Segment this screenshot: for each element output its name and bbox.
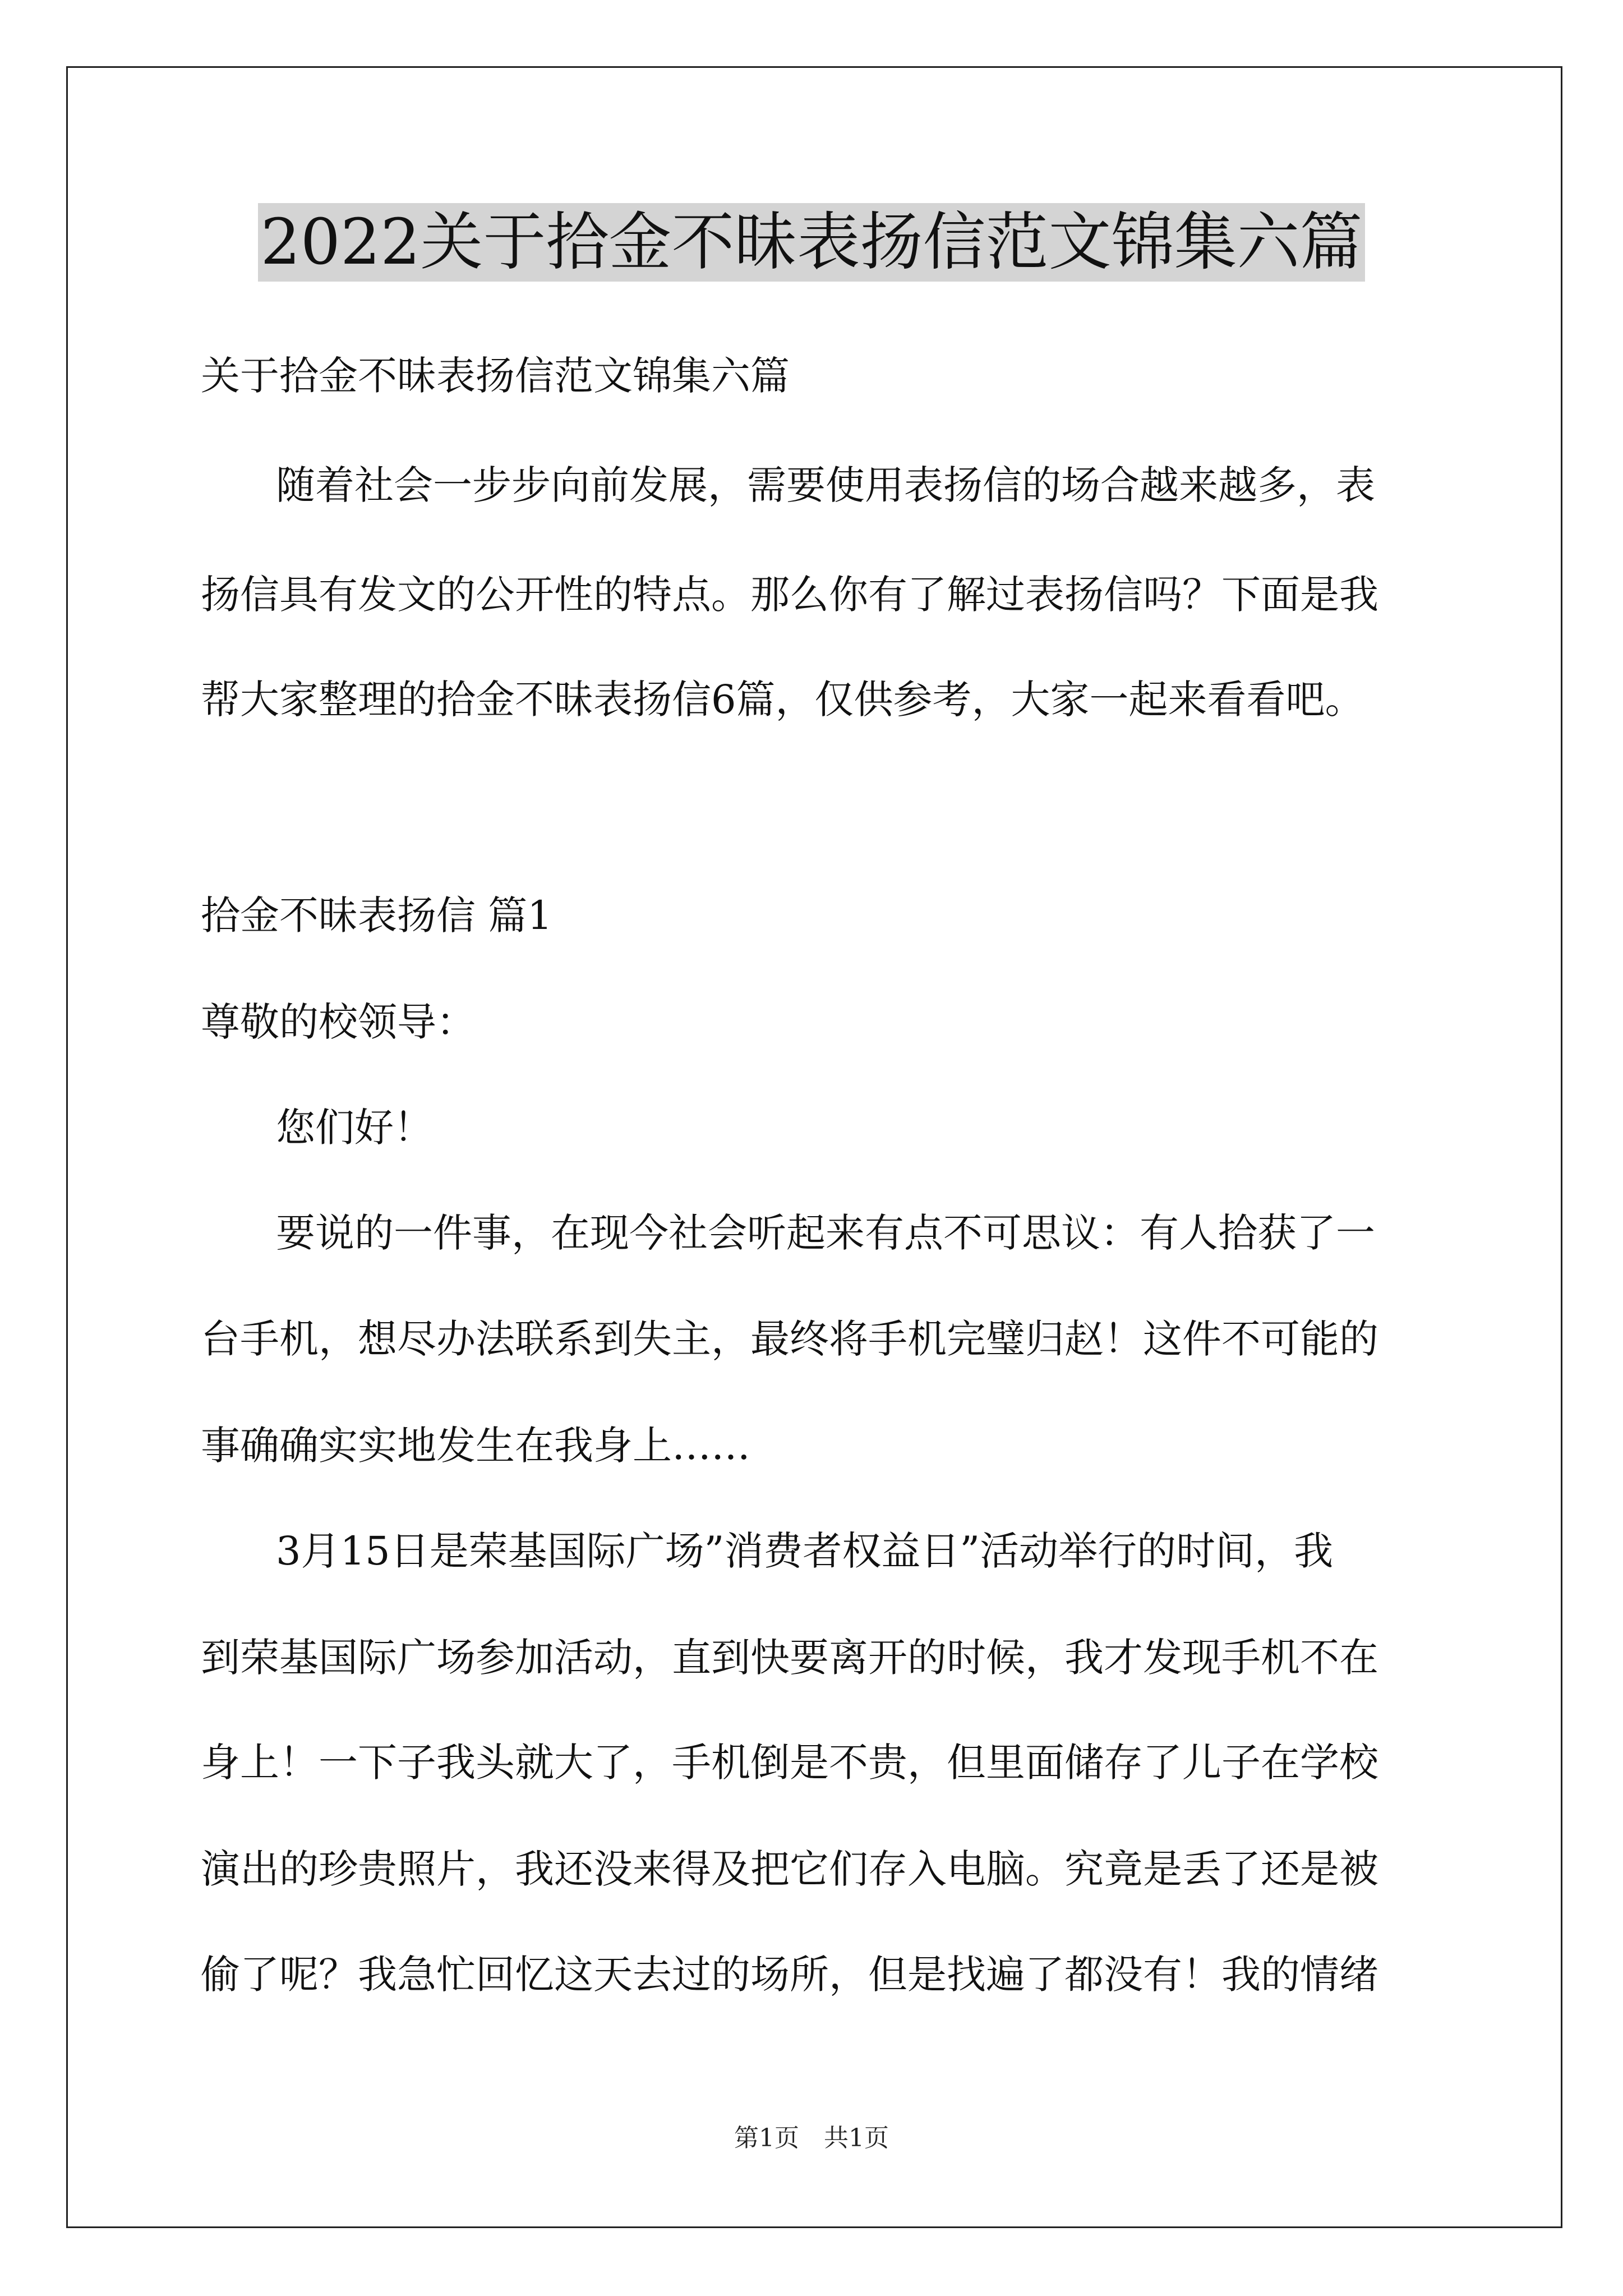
document-title: 2022关于拾金不昧表扬信范文锦集六篇 bbox=[258, 203, 1364, 282]
greeting: 您们好！ bbox=[276, 1105, 433, 1151]
intro-line: 扬信具有发文的公开性的特点。那么你有了解过表扬信吗？下面是我 bbox=[201, 572, 1378, 618]
paragraph-line: 演出的珍贵照片，我还没来得及把它们存入电脑。究竟是丢了还是被 bbox=[201, 1846, 1378, 1892]
salutation: 尊敬的校领导： bbox=[201, 999, 476, 1045]
page-number-footer: 第1页 共1页 bbox=[734, 2124, 889, 2152]
paragraph-line: 要说的一件事，在现今社会听起来有点不可思议：有人拾获了一 bbox=[276, 1210, 1375, 1256]
paragraph-line: 事确确实实地发生在我身上…… bbox=[201, 1423, 750, 1469]
paragraph-line: 3月15日是荣基国际广场”消费者权益日”活动举行的时间，我 bbox=[276, 1528, 1334, 1574]
intro-line: 随着社会一步步向前发展，需要使用表扬信的场合越来越多，表 bbox=[276, 462, 1375, 508]
paragraph-line: 到荣基国际广场参加活动，直到快要离开的时候，我才发现手机不在 bbox=[201, 1635, 1378, 1681]
document-subtitle: 关于拾金不昧表扬信范文锦集六篇 bbox=[201, 353, 790, 399]
intro-line: 帮大家整理的拾金不昧表扬信6篇，仅供参考，大家一起来看看吧。 bbox=[201, 677, 1364, 723]
paragraph-line: 身上！一下子我头就大了，手机倒是不贵，但里面储存了儿子在学校 bbox=[201, 1740, 1378, 1786]
paragraph-line: 台手机，想尽办法联系到失主，最终将手机完璧归赵！这件不可能的 bbox=[201, 1316, 1378, 1362]
section-heading: 拾金不昧表扬信 篇1 bbox=[201, 892, 552, 938]
paragraph-line: 偷了呢？我急忙回忆这天去过的场所，但是找遍了都没有！我的情绪 bbox=[201, 1952, 1378, 1998]
title-block bbox=[0, 203, 1623, 282]
